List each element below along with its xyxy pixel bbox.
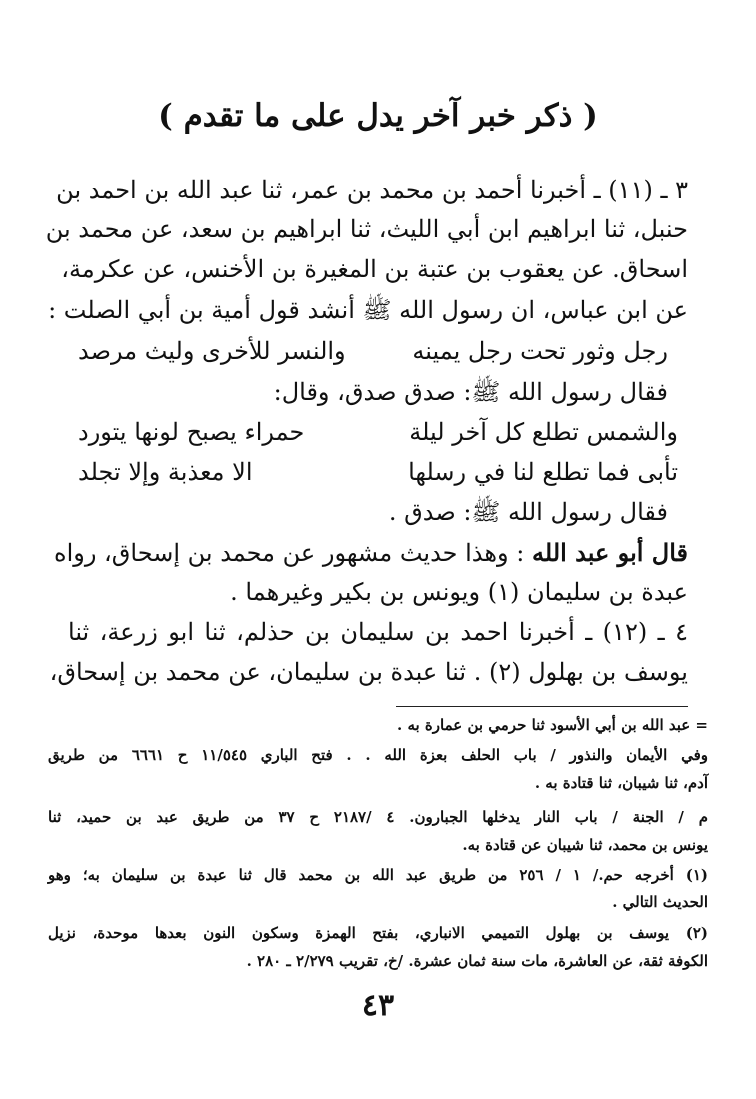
footnote-continued-line-4: م / الجنة / باب النار يدخلها الجبارون. ٤ /٢١٨٧ ح ٣٧ من طريق عبد بن حميد، ثنا bbox=[48, 808, 708, 826]
prophet-response-1: فقال رسول الله ﷺ: صدق صدق، وقال: bbox=[273, 378, 668, 406]
footnote-1-line-2: الحديث التالي . bbox=[612, 893, 708, 911]
footnote-1-line-1: (١) أخرجه حم./ ١ / ٢٥٦ من طريق عبد الله بن محمد قال ثنا عبدة بن سليمان به؛ وهو bbox=[48, 866, 708, 884]
hadith-4-line-1: ٤ ـ (١٢) ـ أخبرنا احمد بن سليمان بن حذلم، ثنا ابو زرعة، ثنا bbox=[68, 618, 689, 646]
footnote-2-line-2: الكوفة ثقة، عن العاشرة، مات سنة ثمان عشرة. /خ، تقريب ٢/٢٧٩ ـ ٢٨٠ . bbox=[246, 952, 708, 970]
poem-verse-1 bbox=[78, 337, 668, 373]
footnote-continued-line-1: = عبد الله بن أبي الأسود ثنا حرمي بن عمارة به . bbox=[397, 716, 708, 734]
section-title: ( ذكر خبر آخر يدل على ما تقدم ) bbox=[158, 98, 598, 134]
hadith-3-line-3: اسحاق. عن يعقوب بن عتبة بن المغيرة بن الأخنس، عن عكرمة، bbox=[61, 255, 688, 283]
page-number: ٤٣ bbox=[361, 988, 395, 1023]
footnote-continued-line-5: يونس بن محمد، ثنا شيبان عن قتادة به. bbox=[462, 836, 708, 854]
author-comment-line-2: عبدة بن سليمان (١) ويونس بن بكير وغيرهما . bbox=[230, 578, 688, 606]
author-name: قال أبو عبد الله bbox=[532, 538, 688, 567]
author-comment-line-1 bbox=[54, 538, 688, 567]
poem-verse-3 bbox=[78, 458, 678, 494]
hadith-3-line-1: ٣ ـ (١١) ـ أخبرنا أحمد بن محمد بن عمر، ثنا عبد الله بن احمد بن bbox=[56, 176, 688, 204]
verse-1-first-hemistich: رجل وثور تحت رجل يمينه bbox=[412, 337, 668, 365]
hadith-4-line-2: يوسف بن بهلول (٢) . ثنا عبدة بن سليمان، عن محمد بن إسحاق، bbox=[49, 658, 688, 686]
verse-2-second-hemistich: حمراء يصبح لونها يتورد bbox=[78, 418, 305, 446]
verse-3-first-hemistich: تأبى فما تطلع لنا في رسلها bbox=[408, 458, 678, 486]
footnote-divider bbox=[396, 706, 688, 707]
hadith-3-line-2: حنبل، ثنا ابراهيم ابن أبي الليث، ثنا ابراهيم بن سعد، عن محمد بن bbox=[45, 215, 688, 243]
poem-verse-2 bbox=[78, 418, 678, 454]
footnote-continued-line-2: وفي الأيمان والنذور / باب الحلف بعزة الله . . فتح الباري ١١/٥٤٥ ح ٦٦٦١ من طريق bbox=[48, 746, 708, 764]
author-comment-text: : وهذا حديث مشهور عن محمد بن إسحاق، رواه bbox=[54, 539, 525, 567]
footnote-2-line-1: (٢) يوسف بن بهلول التميمي الانباري، بفتح الهمزة وسكون النون بعدها موحدة، نزيل bbox=[48, 924, 708, 942]
verse-3-second-hemistich: الا معذبة وإلا تجلد bbox=[78, 458, 253, 486]
verse-2-first-hemistich: والشمس تطلع كل آخر ليلة bbox=[409, 418, 678, 446]
hadith-3-line-4: عن ابن عباس، ان رسول الله ﷺ أنشد قول أمية بن أبي الصلت : bbox=[48, 296, 688, 324]
verse-1-second-hemistich: والنسر للأخرى وليث مرصد bbox=[78, 337, 346, 365]
prophet-response-2: فقال رسول الله ﷺ: صدق . bbox=[388, 498, 668, 526]
footnote-continued-line-3: آدم، ثنا شيبان، ثنا قتادة به . bbox=[534, 774, 708, 792]
